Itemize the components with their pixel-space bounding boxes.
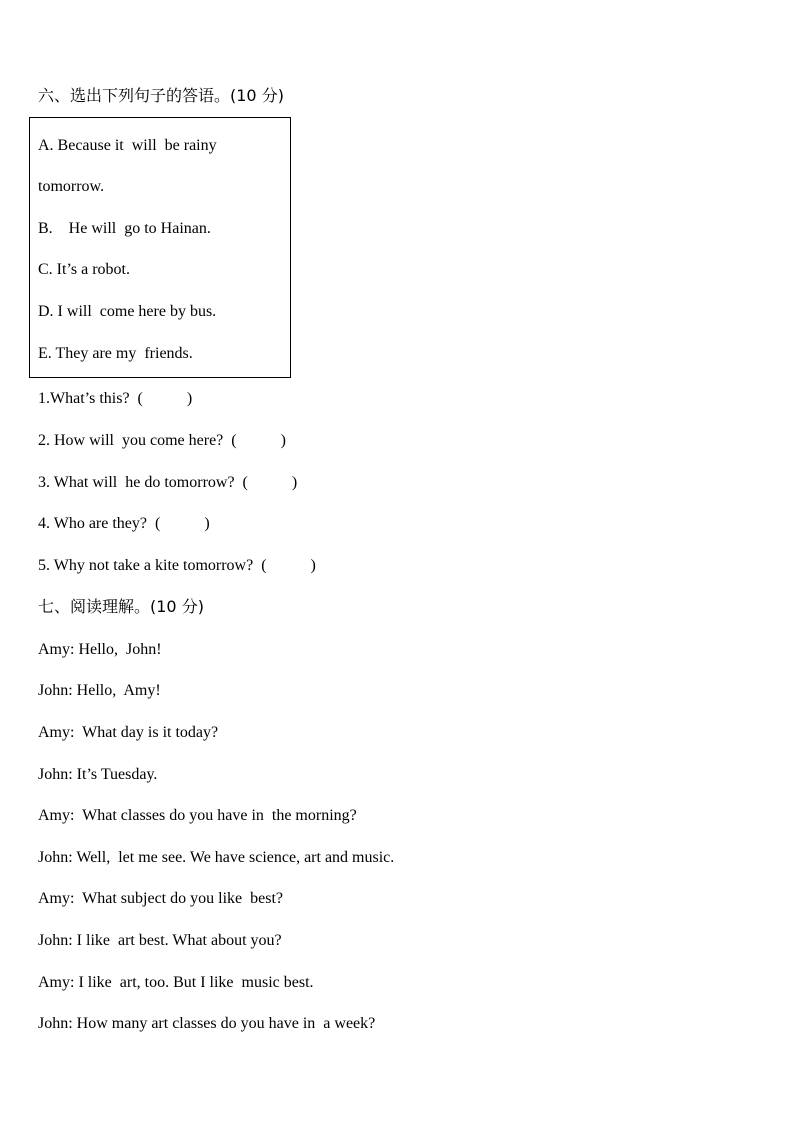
section-7-heading: 七、阅读理解。(10 分) bbox=[38, 597, 204, 616]
dialogue-line: John: It’s Tuesday. bbox=[38, 766, 158, 783]
dialogue-line: Amy: What subject do you like best? bbox=[38, 890, 283, 907]
option-e: E. They are my friends. bbox=[38, 345, 193, 362]
option-b: B. He will go to Hainan. bbox=[38, 220, 211, 237]
question-1: 1.What’s this? ( ) bbox=[38, 390, 193, 407]
option-d: D. I will come here by bus. bbox=[38, 303, 217, 320]
dialogue-line: Amy: Hello, John! bbox=[38, 641, 162, 658]
dialogue-line: Amy: I like art, too. But I like music best. bbox=[38, 974, 314, 991]
section-6-heading: 六、选出下列句子的答语。(10 分) bbox=[38, 86, 284, 105]
dialogue-line: John: Well, let me see. We have science, art and music. bbox=[38, 849, 395, 866]
option-a-line-1: A. Because it will be rainy bbox=[38, 137, 217, 154]
answer-options-box bbox=[29, 117, 291, 378]
dialogue-line: Amy: What day is it today? bbox=[38, 724, 219, 741]
question-5: 5. Why not take a kite tomorrow? ( ) bbox=[38, 557, 316, 574]
dialogue-line: Amy: What classes do you have in the morning? bbox=[38, 807, 357, 824]
option-c: C. It’s a robot. bbox=[38, 261, 130, 278]
option-a-line-2: tomorrow. bbox=[38, 178, 105, 195]
question-4: 4. Who are they? ( ) bbox=[38, 515, 210, 532]
dialogue-line: John: Hello, Amy! bbox=[38, 682, 161, 699]
dialogue-line: John: I like art best. What about you? bbox=[38, 932, 282, 949]
question-3: 3. What will he do tomorrow? ( ) bbox=[38, 474, 298, 491]
dialogue-line: John: How many art classes do you have in a week? bbox=[38, 1015, 376, 1032]
question-2: 2. How will you come here? ( ) bbox=[38, 432, 286, 449]
